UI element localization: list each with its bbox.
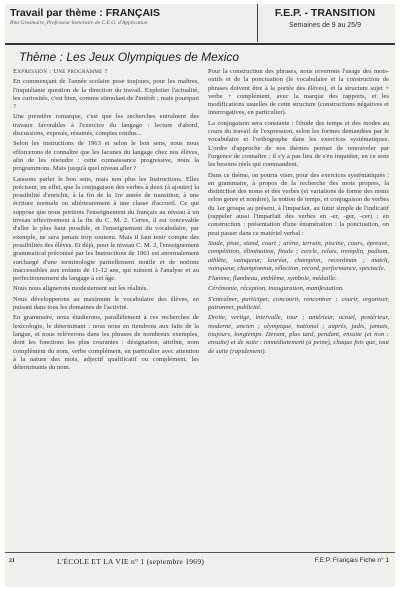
header-title: Travail par thème : FRANÇAIS [10, 7, 160, 19]
paragraph: En commençant de l'année scolaire pose toujours, pour les maîtres, l'inquiétante question de la direction du travail. Exploiter l'actualité, les curiosités, c'est bien, comme stimulant de l'intérêt ; mais pourquoi ? [13, 78, 199, 111]
page-number: 21 [9, 558, 15, 564]
document-page [5, 4, 395, 587]
paragraph: Pour la construction des phrases, nous reverrons l'usage des mots-outils et de la ponctuation (le vocabulaire et la construction de phrases doivent être à la portée des élèves), et la structure sujet + verbe + complément, avec la marque des rapports, et les modifications usuelles de cette structure (constructions négatives et interrogatives, en particulier). [208, 68, 389, 117]
word-list: S'entraîner, participer, concourir, rencontrer ; courir, organiser, patronner, publicité. [208, 295, 389, 312]
paragraph: Nous nous alignerons modestement sur les réalités. [13, 285, 148, 293]
paragraph: Nous développerons au maximum le vocabulaire des élèves, en puisant dans tous les domaines de l'activité. [13, 295, 199, 312]
word-list: Cérémonie, réception, inauguration, manifestation. [208, 285, 344, 293]
right-column [208, 68, 389, 587]
header-author: Rita Grosmaire, Professeur honoraire de C.E.G. d'Application [10, 20, 148, 26]
header-series-box [257, 4, 392, 42]
fiche-reference: F.E.P. Français Fiche n° 1 [314, 557, 389, 564]
paragraph: Selon les instructions de 1963 et selon le bon sens, nous nous efforcerons de connaître que les lacunes du langage chez nos élèves, afin de les résoudre : cette connaissance progressive, nous la programmons. Mais jusqu'à quel niveau aller ? [13, 140, 199, 173]
page-footer [5, 552, 395, 573]
word-list: Stade, piste, stand, court ; arène, terrain, piscine, cours, épreuve, compétition, élimination, finale ; cercle, relais, tremplin, podium, athlète, vainqueur, lauréat, champion, recordman ; match, vainqueur, championnat, sélection, record, performance, spectacle. [208, 239, 389, 272]
header-series: F.E.P. - TRANSITION [274, 7, 376, 19]
word-list: Flamme, flambeau, emblème, symbole, médaille. [208, 275, 337, 283]
paragraph: Laissons parler le bon sens, mais non plus les Instructions. Elles précisent, en effet, que la conjugaison des verbes à deux (à ajouter) la possibilité d'enrichir, à la fin de la 1re année de transition, à une écriture normale ou ultérieurement à une classe d'accueil. Ce qui suppose que nous portions l'enseignement du français au niveau à un niveau effectivement à la fin du C. M. 2. Certes, il est concevable d'aller le plus haut possible, et l'enseignement du vocabulaire, par exemple, ne sera jamais trop soutenu. Mais il faut tenir compte des possibilités des élèves. Et déjà, pour le niveau C. M. 2, l'enseignement grammatical préconisé par les Instructions de 1961 est anormalement surchargé d'une terminologie partiellement inutile et de notions inaccessibles aux enfants de 11-12 ans, qui nuisent à l'analyse et au perfectionnement du langage à cet âge. [13, 175, 199, 283]
magazine-reference: L'ÉCOLE ET LA VIE n° 1 (septembre 1969) [57, 557, 205, 566]
paragraph: Dans ce thème, on pourra viser, pour des exercices systématiques : en grammaire, à propos de la recherche des mots propres, la distinction des noms et des verbes (et variations de forme des noms selon genre et nombre), la notion de temps, et conjugaison de verbes du 1er groupe au présent, à l'imparfait, au futur simple de l'indicatif (rappeler aussi l'imparfait des verbes en -er, -ger, -cer) ; en construction : présentation d'une énumération : la ponctuation, on peut passer dans ce matériel verbal : [208, 171, 389, 237]
left-column [13, 68, 199, 587]
header-rule [5, 43, 395, 45]
paragraph: La conjugaison sera constante : l'étude des temps et des modes au cours du travail de l'expression, selon les formes demandées par le vocabulaire et l'orthographe dans les exercices systématiques. L'ordre d'approche de nos thèmes permet de renouveler par l'urgence de connaître : il s'y a pas lieu de s'en inquiéter, en ce sens les besoins réels qui commandent. [208, 119, 389, 169]
theme-heading: Thème : Les Jeux Olympiques de Mexico [19, 50, 240, 64]
paragraph: Une première remarque, c'est que les recherches entraînent des travaux favorables à l'exercice du langage : lecture d'abord, discussions, exposés, résumés, comptes rendus... [13, 113, 199, 138]
word-list: Droite, vertige, intervalle, tour ; antérieur, actuel, postérieur, moderne, ancien ; olympique, national ; auprès, jadis, jamais, toujours, longtemps. Devant, plus tard, pendant, ensuite (et non : ensuite) et de suite : immédiatement (à peine), chaque fois que, tout de suite (rapidement). [208, 314, 389, 355]
paragraph: En grammaire, nous étudierons, parallèlement à ces recherches de lexicologie, le déterminant : nous nous en tiendrons aux faits de la langue, et nous relèverons dans les phrases de nombreux exemples, dont les fonctions les plus courantes : désignation, attribut, nom complément du nom, verbe complément, en particulier avec attention à la nature des mots, adjectif qualificatif ou complément, les déterminants du nom. [13, 314, 199, 372]
header-left [10, 7, 250, 26]
section-label: Expression : Une programme ? [13, 68, 108, 75]
header-weeks: Semaines de 9 au 25/9 [289, 22, 361, 29]
